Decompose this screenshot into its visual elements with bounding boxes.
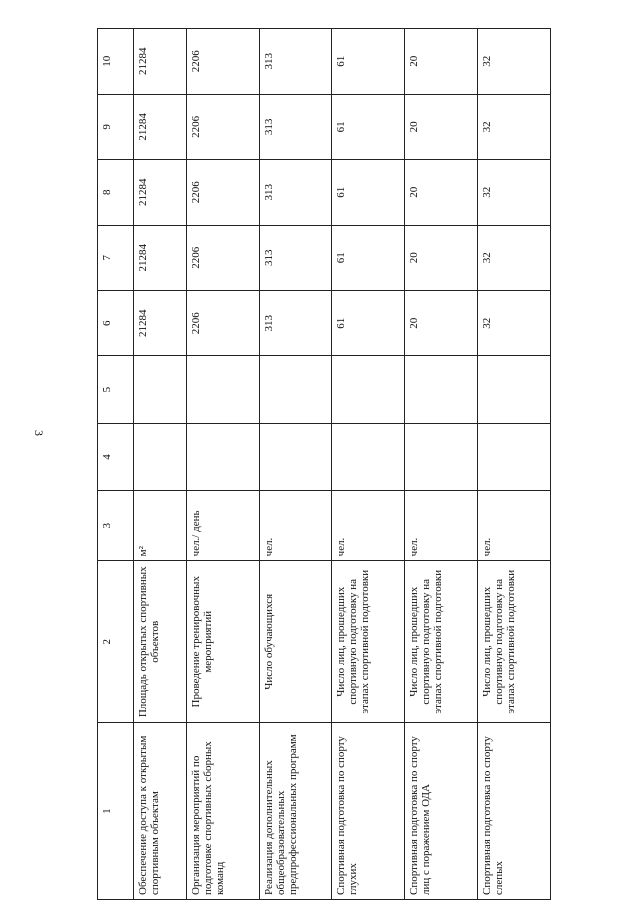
header-cell: 7 bbox=[98, 225, 134, 290]
table-row bbox=[405, 29, 478, 900]
row-unit-cell: чел. bbox=[478, 491, 551, 561]
row-indicator-cell: Площадь открытых спортивных объектов bbox=[134, 561, 187, 723]
row-unit-cell: чел. bbox=[405, 491, 478, 561]
table-row bbox=[134, 29, 187, 900]
row-value-cell: 2206 bbox=[186, 291, 259, 356]
header-cell: 10 bbox=[98, 29, 134, 95]
row-indicator-cell: Проведение тренировочных мероприятий bbox=[186, 561, 259, 723]
row-value-cell: 21284 bbox=[134, 29, 187, 95]
header-cell: 6 bbox=[98, 291, 134, 356]
row-value-cell: 20 bbox=[405, 291, 478, 356]
row-indicator-cell: Число обучающихся bbox=[259, 561, 332, 723]
header-cell: 9 bbox=[98, 94, 134, 159]
row-value-cell: 20 bbox=[405, 94, 478, 159]
row-unit-cell: чел./ день bbox=[186, 491, 259, 561]
row-value-cell bbox=[134, 423, 187, 490]
row-name-cell: Спортивная подготовка по спорту глухих bbox=[332, 723, 405, 900]
row-value-cell: 20 bbox=[405, 29, 478, 95]
header-cell: 2 bbox=[98, 561, 134, 723]
row-value-cell: 32 bbox=[478, 160, 551, 225]
row-value-cell bbox=[134, 356, 187, 423]
row-value-cell bbox=[478, 423, 551, 490]
row-unit-cell: чел. bbox=[259, 491, 332, 561]
row-value-cell: 2206 bbox=[186, 29, 259, 95]
row-value-cell: 313 bbox=[259, 94, 332, 159]
header-cell: 8 bbox=[98, 160, 134, 225]
row-value-cell: 21284 bbox=[134, 160, 187, 225]
row-name-cell: Организация мероприятий по подготовке спортивных сборных команд bbox=[186, 723, 259, 900]
row-value-cell: 61 bbox=[332, 29, 405, 95]
row-name-cell: Спортивная подготовка по спорту слепых bbox=[478, 723, 551, 900]
row-value-cell: 21284 bbox=[134, 291, 187, 356]
header-row bbox=[98, 29, 134, 900]
table-row bbox=[186, 29, 259, 900]
header-cell: 4 bbox=[98, 423, 134, 490]
table-row bbox=[478, 29, 551, 900]
row-value-cell: 21284 bbox=[134, 225, 187, 290]
row-unit-cell: чел. bbox=[332, 491, 405, 561]
row-value-cell bbox=[332, 423, 405, 490]
row-value-cell: 32 bbox=[478, 94, 551, 159]
data-table bbox=[97, 28, 551, 900]
row-value-cell: 2206 bbox=[186, 160, 259, 225]
row-value-cell bbox=[405, 356, 478, 423]
header-cell: 1 bbox=[98, 723, 134, 900]
row-value-cell: 61 bbox=[332, 94, 405, 159]
row-value-cell: 313 bbox=[259, 225, 332, 290]
table-container bbox=[97, 28, 551, 900]
row-name-cell: Реализация дополнительных общеобразовательных предпрофессиональных программ bbox=[259, 723, 332, 900]
row-value-cell bbox=[186, 423, 259, 490]
row-value-cell: 32 bbox=[478, 225, 551, 290]
table-row bbox=[259, 29, 332, 900]
row-indicator-cell: Число лиц, прошедших спортивную подготовку на этапах спортивной подготовки bbox=[332, 561, 405, 723]
row-value-cell: 313 bbox=[259, 160, 332, 225]
row-value-cell bbox=[332, 356, 405, 423]
header-cell: 3 bbox=[98, 491, 134, 561]
row-value-cell: 313 bbox=[259, 29, 332, 95]
row-value-cell: 21284 bbox=[134, 94, 187, 159]
row-value-cell: 61 bbox=[332, 291, 405, 356]
row-unit-cell: м² bbox=[134, 491, 187, 561]
header-cell: 5 bbox=[98, 356, 134, 423]
row-value-cell bbox=[478, 356, 551, 423]
row-indicator-cell: Число лиц, прошедших спортивную подготовку на этапах спортивной подготовки bbox=[478, 561, 551, 723]
row-name-cell: Обеспечение доступа к открытым спортивным объектам bbox=[134, 723, 187, 900]
row-value-cell: 313 bbox=[259, 291, 332, 356]
row-value-cell bbox=[405, 423, 478, 490]
row-value-cell: 2206 bbox=[186, 225, 259, 290]
row-value-cell bbox=[259, 423, 332, 490]
table-row bbox=[332, 29, 405, 900]
row-value-cell: 20 bbox=[405, 225, 478, 290]
row-indicator-cell: Число лиц, прошедших спортивную подготовку на этапах спортивной подготовки bbox=[405, 561, 478, 723]
rotated-frame bbox=[97, 28, 551, 900]
row-value-cell bbox=[186, 356, 259, 423]
row-value-cell: 32 bbox=[478, 291, 551, 356]
row-value-cell: 61 bbox=[332, 160, 405, 225]
row-value-cell: 2206 bbox=[186, 94, 259, 159]
page-number: 3 bbox=[32, 430, 46, 436]
row-value-cell: 32 bbox=[478, 29, 551, 95]
row-value-cell: 20 bbox=[405, 160, 478, 225]
row-name-cell: Спортивная подготовка по спорту лиц с поражением ОДА bbox=[405, 723, 478, 900]
row-value-cell: 61 bbox=[332, 225, 405, 290]
row-value-cell bbox=[259, 356, 332, 423]
